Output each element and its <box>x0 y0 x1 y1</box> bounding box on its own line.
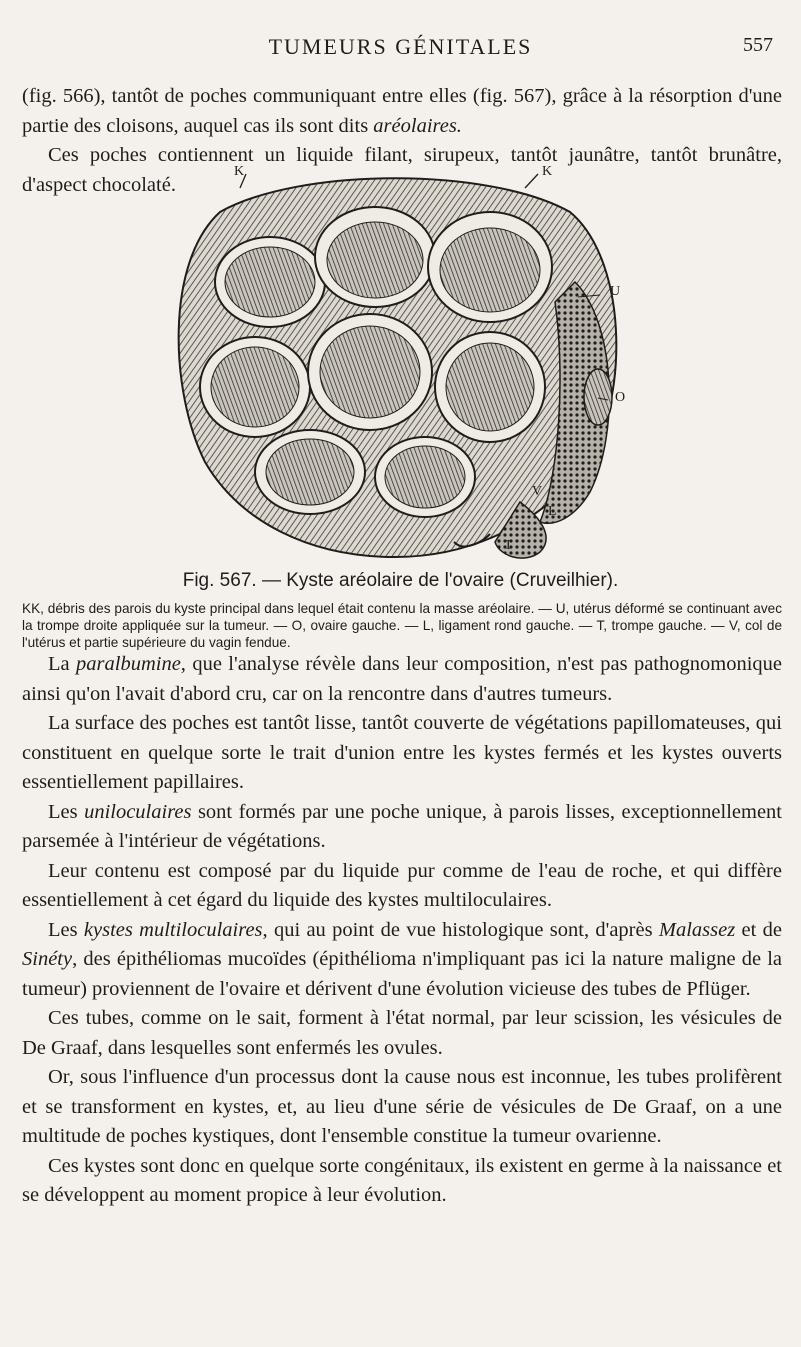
label-o: O <box>615 390 626 405</box>
p1-post: , que l'analyse révèle dans leur composition, n'est pas pathognomonique ainsi qu'on l'avait d'abord cru, car on la rencontre dans d'autres tumeurs. <box>22 653 782 705</box>
cyst-illustration <box>160 172 630 564</box>
figure-caption: Fig. 567. — Kyste aréolaire de l'ovaire (Cruveilhier). <box>182 570 619 591</box>
label-v: V <box>532 484 543 499</box>
paragraph-paralbumine <box>22 650 782 709</box>
paragraph-proliferation: Or, sous l'influence d'un processus dont la cause nous est inconnue, les tubes prolifèrent et se transforment en kystes, et, au lieu d'une série de vésicules de De Graaf, on a une multitude de poches kystiques, dont l'ensemble constitue la tumeur ovarienne. <box>22 1066 782 1147</box>
label-l: L <box>548 504 557 519</box>
intro-p1-text: (fig. 566), tantôt de poches communiquant entre elles (fig. 567), grâce à la résorption d'une partie des cloisons, auquel cas ils sont dits <box>22 85 782 137</box>
paragraph-congenitaux: Ces kystes sont donc en quelque sorte congénitaux, ils existent en germe à la naissance et se développent au moment propice à leur évolution. <box>22 1154 782 1206</box>
intro-paragraph-2: Ces poches contiennent un liquide filant, sirupeux, tantôt jaunâtre, tantôt brunâtre, d'aspect chocolaté. <box>22 144 782 196</box>
figure-engraving <box>160 164 630 564</box>
paragraph-multiloculaires <box>22 916 782 1005</box>
p5-pre: Les <box>48 918 84 941</box>
paragraph-tubes: Ces tubes, comme on le sait, forment à l'état normal, par leur scission, les vésicules de De Graaf, dans lesquelles sont enfermés les ovules. <box>22 1007 782 1059</box>
paragraph-uniloculaires <box>22 798 782 857</box>
body-text <box>22 650 782 1211</box>
p5-emphasis-sinety: Sinéty <box>22 948 73 970</box>
figure-legend: KK, débris des parois du kyste principal dans lequel était contenu la masse aréolaire. — U, utérus déformé se continuant avec la trompe droite appliquée sur la tumeur. — O, ovaire gauche. — L, ligament rond gauche. — T, trompe gauche. — V, col de l'utérus et partie supérieure du vagin fendue. <box>22 601 782 650</box>
p3-pre: Les <box>48 800 85 823</box>
label-k-right: K <box>542 164 553 179</box>
p1-pre: La <box>48 653 77 675</box>
running-head <box>0 34 801 64</box>
label-t: T <box>504 538 513 553</box>
p5-emphasis-malassez: Malassez <box>658 918 736 941</box>
p1-emphasis: paralbumine <box>76 653 181 675</box>
label-k-left: K <box>234 164 245 179</box>
intro-paragraph-1 <box>22 82 782 141</box>
page-number: 557 <box>743 34 773 56</box>
p3-post: sont formés par une poche unique, à parois lisses, exceptionnellement parsemée à l'intérieur de végétations. <box>22 800 782 852</box>
intro-p1-emphasis: aréolaires. <box>373 114 462 137</box>
p3-emphasis: uniloculaires <box>84 800 192 823</box>
label-u: U <box>610 284 621 299</box>
p5-post: , des épithéliomas mucoïdes (épithélioma n'impliquant pas ici la nature maligne de la tumeur) proviennent de l'ovaire et dérivent d'une évolution vicieuse des tubes de Pflüger. <box>22 948 782 1000</box>
paragraph-surface: La surface des poches est tantôt lisse, tantôt couverte de végétations papillomateuses, qui constituent en quelque sorte le trait d'union entre les kystes fermés et les kystes ouverts essentiellement papillaires. <box>22 712 782 793</box>
p5-mid2: et de <box>735 918 782 941</box>
paragraph-contenu: Leur contenu est composé par du liquide pur comme de l'eau de roche, et qui diffère essentiellement à cet égard du liquide des kystes multiloculaires. <box>22 859 782 911</box>
p5-mid1: , qui au point de vue histologique sont, d'après <box>262 918 659 941</box>
p5-emphasis: kystes multiloculaires <box>83 918 263 941</box>
running-head-title: TUMEURS GÉNITALES <box>268 34 533 59</box>
